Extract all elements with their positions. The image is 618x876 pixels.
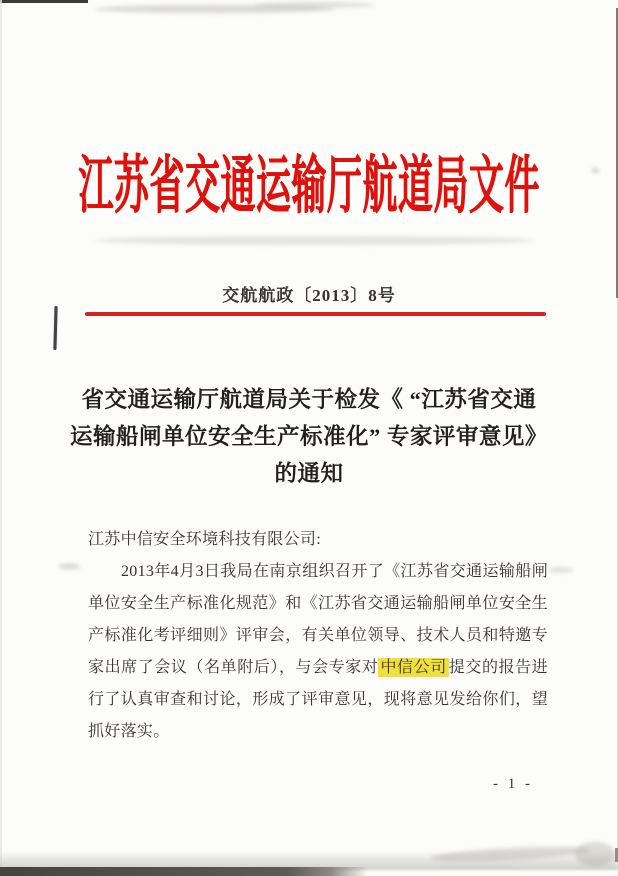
notice-title-line-3: 的通知 xyxy=(274,461,344,486)
scan-smudge xyxy=(548,567,574,573)
page-number: - 1 - xyxy=(493,776,533,792)
scan-edge-artifact-top-left xyxy=(0,0,88,3)
paragraph-text: 提交的报告进 xyxy=(448,659,548,676)
notice-title-line-2: 运输船闸单位安全生产标准化” 专家评审意见》 xyxy=(70,424,548,449)
notice-title xyxy=(0,381,618,492)
notice-title-line-1: 省交通运输厅航道局关于检发《 “江苏省交通 xyxy=(81,387,537,412)
red-separator-rule xyxy=(85,312,546,316)
letter-body xyxy=(88,524,548,748)
letterhead-title-text: 江苏省交通运输厅航道局文件 xyxy=(78,151,540,222)
scan-edge-artifact-bottom xyxy=(0,867,368,876)
document-number: 交航航政〔2013〕8号 xyxy=(222,286,396,305)
scan-smudge xyxy=(95,236,535,245)
paragraph-line: 抓好落实。 xyxy=(88,723,170,740)
paragraph-line: 行了认真审查和讨论，形成了评审意见，现将意见发给你们，望 xyxy=(88,691,548,708)
scan-smudge xyxy=(58,564,80,569)
letterhead-title xyxy=(0,150,618,222)
scan-smudge xyxy=(255,2,375,8)
paragraph-text: 家出席了会议（名单附后），与会专家对 xyxy=(88,659,379,676)
paragraph-line xyxy=(88,652,548,684)
paragraph-line: 2013年4月3日我局在南京组织召开了《江苏省交通运输船闸 xyxy=(121,563,548,580)
ink-mark xyxy=(53,306,57,350)
paragraph-line: 产标准化考评细则》评审会，有关单位领导、技术人员和特邀专 xyxy=(88,627,548,644)
paragraph-line: 单位安全生产标准化规范》和《江苏省交通运输船闸单位安全生 xyxy=(88,595,548,612)
company-name-highlight: 中信公司 xyxy=(380,659,447,676)
recipient-salutation: 江苏中信安全环境科技有限公司: xyxy=(88,531,321,548)
